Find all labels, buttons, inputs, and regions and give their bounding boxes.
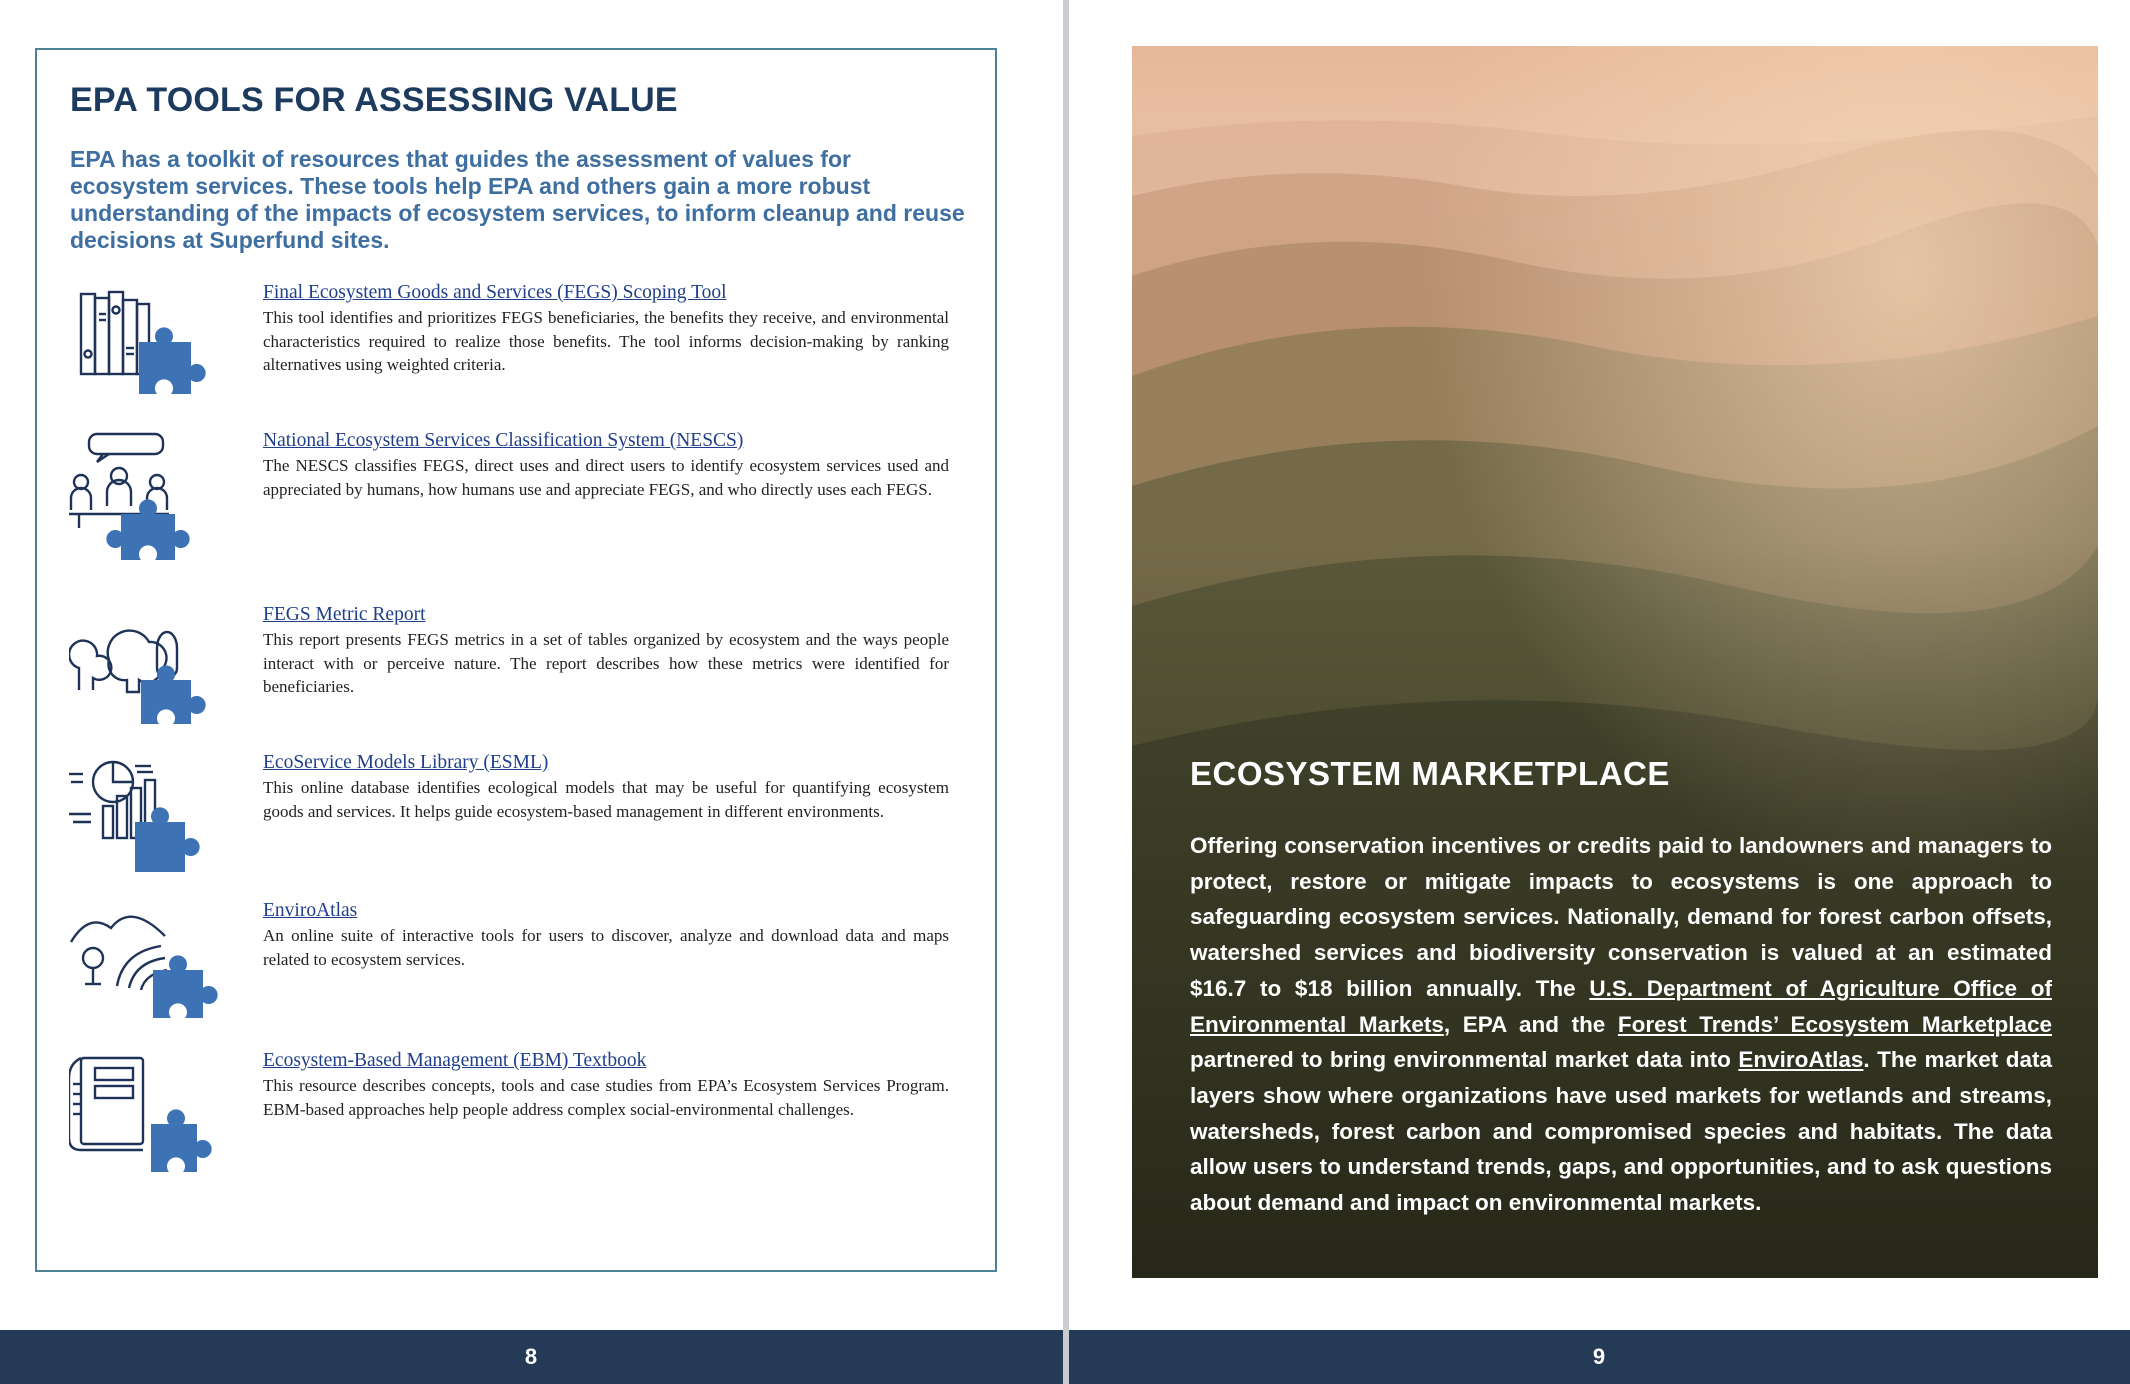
tool-list [37, 50, 995, 1270]
tool-link[interactable]: EcoService Models Library (ESML) [263, 752, 549, 773]
marketplace-body [1190, 828, 2052, 1221]
tool-description: This report presents FEGS metrics in a set of tables organized by ecosystem and the ways people interact with or perceive nature. The report describes how these metrics were identified for beneficiaries. [263, 630, 949, 697]
tool-description: This resource describes concepts, tools and case studies from EPA’s Ecosystem Services Program. EBM-based approaches help people address complex social-environmental challenges. [263, 1076, 949, 1119]
trees-puzzle-icon [69, 604, 219, 744]
landscape-puzzle-icon [69, 900, 219, 1040]
tool-description: This online database identifies ecological models that may be useful for quantifying ecosystem goods and services. It helps guide ecosystem-based management in different environments. [263, 778, 949, 821]
right-page [1069, 0, 2130, 1384]
charts-puzzle-icon [69, 752, 219, 892]
tool-text [263, 282, 949, 377]
tool-text [263, 900, 949, 971]
tools-intro: EPA has a toolkit of resources that guides the assessment of values for ecosystem services. These tools help EPA and others gain a more robust understanding of the impacts of ecosystem services, to inform cleanup and reuse decisions at Superfund sites. [70, 146, 965, 253]
tool-description: This tool identifies and prioritizes FEGS beneficiaries, the benefits they receive, and environmental characteristics required to realize those benefits. The tool informs decision-making by ranking alternatives using weighted criteria. [263, 308, 949, 375]
left-page [0, 0, 1063, 1384]
forest-trends-link[interactable]: Forest Trends’ Ecosystem Marketplace [1617, 1011, 2052, 1037]
tool-link[interactable]: National Ecosystem Services Classification System (NESCS) [263, 430, 744, 451]
usda-oem-link[interactable]: U.S. Department of Agriculture Office of Environmental Markets [1190, 975, 2052, 1037]
page-number: 8 [524, 1344, 539, 1369]
tool-description: An online suite of interactive tools for users to discover, analyze and download data and maps related to ecosystem services. [263, 926, 949, 969]
tool-link[interactable]: EnviroAtlas [263, 900, 358, 921]
tool-link[interactable]: FEGS Metric Report [263, 604, 426, 625]
meeting-puzzle-icon [69, 430, 219, 570]
tool-text [263, 752, 949, 823]
binders-puzzle-icon [69, 282, 219, 422]
page-number: 9 [1592, 1344, 1607, 1369]
tool-link[interactable]: Final Ecosystem Goods and Services (FEGS) Scoping Tool [263, 282, 727, 303]
tool-link[interactable]: Ecosystem-Based Management (EBM) Textbook [263, 1050, 647, 1071]
body-text: , EPA and the [1443, 1011, 1618, 1037]
tool-text [263, 1050, 949, 1121]
enviroatlas-link[interactable]: EnviroAtlas [1738, 1047, 1864, 1073]
page-footer [0, 1330, 1063, 1384]
tool-description: The NESCS classifies FEGS, direct uses and direct users to identify ecosystem services used and appreciated by humans, how humans use and appreciate FEGS, and who directly uses each FEGS. [263, 456, 949, 499]
body-text: . The market data layers show where organizations have used markets for wetlands and streams, watersheds, forest carbon and compromised species and habitats. The data allow users to understand trends, gaps, and opportunities, and to ask questions about demand and impact on environmental markets. [1190, 1047, 2052, 1216]
body-text: Offering conservation incentives or credits paid to landowners and managers to protect, restore or mitigate impacts to ecosystems is one approach to safeguarding ecosystem services. Nationally, demand for forest carbon offsets, watershed services and biodiversity conservation is valued at an estimated $16.7 to $18 billion annually. The [1190, 833, 2052, 1001]
tools-box [35, 48, 997, 1272]
marketplace-title: ECOSYSTEM MARKETPLACE [1190, 755, 1670, 792]
body-text: partnered to bring environmental market data into [1190, 1047, 1739, 1073]
book-puzzle-icon [69, 1050, 219, 1190]
tool-text [263, 604, 949, 699]
tools-title: EPA TOOLS FOR ASSESSING VALUE [70, 81, 678, 119]
tool-text [263, 430, 949, 501]
page-footer [1069, 1330, 2130, 1384]
